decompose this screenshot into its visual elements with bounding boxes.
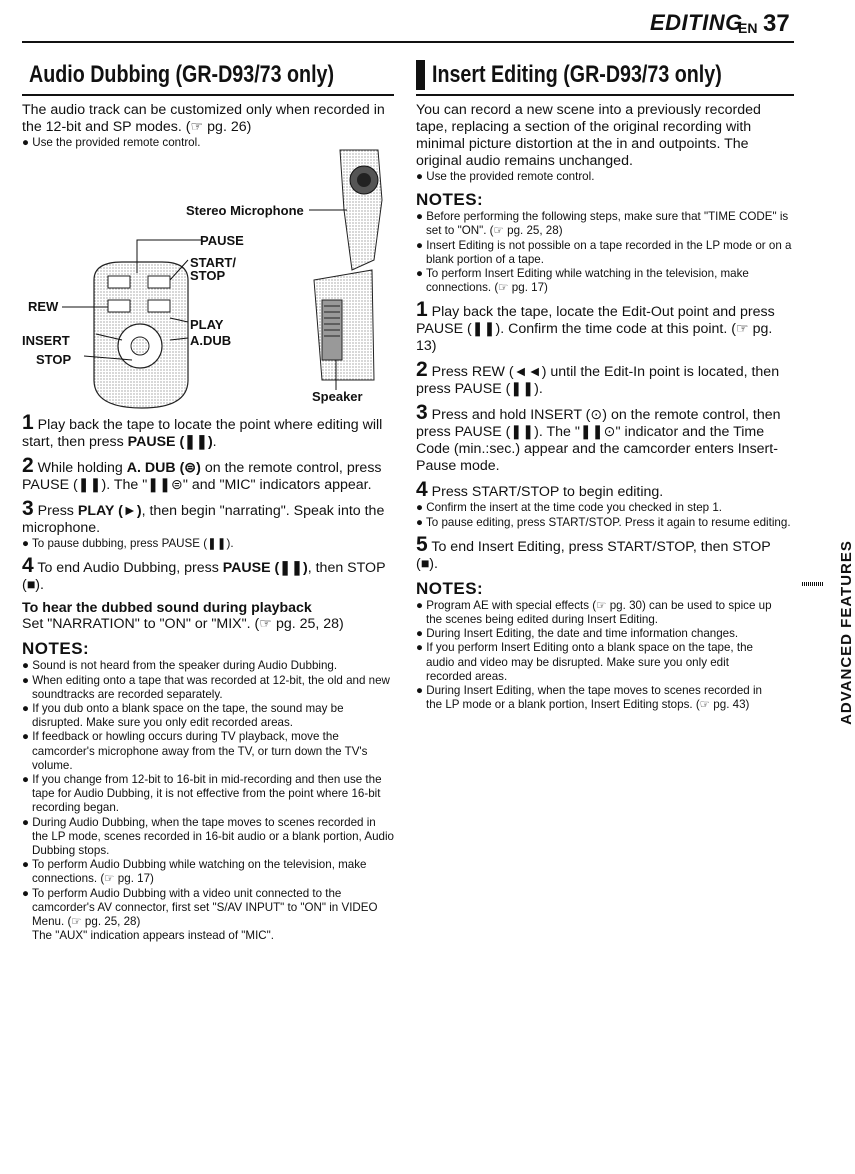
dub-note: ● To perform Audio Dubbing while watching on the television, make connections. (☞ pg. 17) <box>22 858 367 886</box>
insert-note: ● If you perform Insert Editing onto a blank space on the tape, the audio and video may be disrupted. Make sure you only edit recorded areas. <box>416 641 753 683</box>
side-tab <box>782 540 855 725</box>
remote-bullet: ● Use the provided remote control. <box>22 136 201 149</box>
dub-step-3: 3 Press PLAY (►), then begin "narrating". Speak into the microphone. <box>22 497 385 537</box>
remote-camcorder-diagram <box>22 150 394 408</box>
dub-note: ● To perform Audio Dubbing with a video unit connected to the camcorder's AV connector, first set "S/AV INPUT" to "ON" in VIDEO Menu. (☞ pg. 25, 28) The "AUX" indication appears instead of "MIC". <box>22 886 378 943</box>
insert-note: ● Program AE with special effects (☞ pg. 30) can be used to spice up the scenes being edited during Insert Editing. <box>416 598 772 627</box>
remote-bullet: ● Use the provided remote control. <box>416 170 595 183</box>
dub-note: ● During Audio Dubbing, when the tape moves to scenes recorded in the LP mode, scenes recorded in 16-bit audio or a blank portion, Audio Dubbing stops. <box>22 815 395 858</box>
insert-step-5: 5 To end Insert Editing, press START/STOP, then STOP (■). <box>416 532 771 572</box>
insert-step-4-bullet: ● Confirm the insert at the time code you checked in step 1. <box>416 501 723 515</box>
label-start-stop: START/ STOP <box>190 255 236 284</box>
insert-note: ● Insert Editing is not possible on a tape recorded in the LP mode or on a blank portion of a tape. <box>416 238 792 266</box>
page-number: 37 <box>763 10 790 37</box>
insert-step-2: 2 Press REW (◄◄) until the Edit-In point is located, then press PAUSE (❚❚). <box>416 358 780 398</box>
insert-notes-title: NOTES: <box>416 190 484 210</box>
dub-note: ● If you change from 12-bit to 16-bit in mid-recording and then use the tape for Audio Dubbing, it is not effective from the point where 16-bit recording began. <box>22 773 382 815</box>
dub-note: ● If you dub onto a blank space on the tape, the sound may be disrupted. Make sure you only edit recorded areas. <box>22 702 344 730</box>
section-title: EDITING <box>650 10 743 35</box>
insert-notes-title-2: NOTES: <box>416 578 484 598</box>
label-pause: PAUSE <box>200 233 244 249</box>
insert-note: ● To perform Insert Editing while watching in the television, make connections. (☞ pg. 17) <box>416 267 749 295</box>
label-stop: STOP <box>36 352 72 368</box>
dub-notes-title: NOTES: <box>22 639 90 659</box>
header-rule <box>22 41 794 43</box>
heading-bar <box>416 60 425 90</box>
dub-step-4: 4 To end Audio Dubbing, press PAUSE (❚❚), then STOP (■). <box>22 554 386 594</box>
insert-note: ● During Insert Editing, when the tape moves to scenes recorded in the LP mode or a blank portion, Insert Editing stops. (☞ pg. 43) <box>416 684 762 712</box>
insert-step-1: 1 Play back the tape, locate the Edit-Out point and press PAUSE (❚❚). Confirm the time code at this point. (☞ pg. 13) <box>416 298 775 355</box>
hear-dubbed-title: To hear the dubbed sound during playback <box>22 600 312 617</box>
insert-editing-intro: You can record a new scene into a previously recorded tape, replacing a section of the original recording with minimal picture distortion at the in and outpoints. The original audio remains unchanged. <box>416 102 761 169</box>
audio-dubbing-heading <box>22 58 394 96</box>
label-play: PLAY <box>190 317 224 333</box>
dub-step-2: 2 While holding A. DUB (⊜) on the remote control, press PAUSE (❚❚). The "❚❚⊜" and "MIC" indicators appear. <box>22 454 382 494</box>
insert-step-3: 3 Press and hold INSERT (⊙) on the remote control, then press PAUSE (❚❚). The "❚❚⊙" indicator and the Time Code (min.:sec.) appear and the camcorder enters Insert-Pause mode. <box>416 401 781 475</box>
dub-step-3-bullet: ● To pause dubbing, press PAUSE (❚❚). <box>22 537 234 551</box>
hear-dubbed-text: Set "NARRATION" to "ON" or "MIX". (☞ pg. 25, 28) <box>22 616 344 633</box>
label-stereo-microphone: Stereo Microphone <box>186 203 304 219</box>
label-speaker: Speaker <box>312 389 363 405</box>
language-code: EN <box>738 20 758 36</box>
insert-note: ● Before performing the following steps, make sure that "TIME CODE" is set to "ON". (☞ pg. 25, 28) <box>416 210 789 238</box>
audio-dubbing-title: Audio Dubbing (GR-D93/73 only) <box>29 61 335 88</box>
insert-editing-heading <box>416 58 794 96</box>
insert-note: ● During Insert Editing, the date and time information changes. <box>416 627 739 641</box>
dub-note: ● Sound is not heard from the speaker during Audio Dubbing. <box>22 659 338 673</box>
dub-note: ● If feedback or howling occurs during TV playback, move the camcorder's microphone away from the TV, or turn down the TV's volume. <box>22 730 368 772</box>
dub-note: ● When editing onto a tape that was recorded at 12-bit, the old and new soundtracks are recorded separately. <box>22 673 390 701</box>
insert-editing-title: Insert Editing (GR-D93/73 only) <box>432 61 722 88</box>
label-insert: INSERT <box>22 333 70 349</box>
insert-editing-section <box>416 58 794 712</box>
insert-step-4-bullet: ● To pause editing, press START/STOP. Press it again to resume editing. <box>416 515 791 529</box>
dub-step-1: 1 Play back the tape to locate the point where editing will start, then press PAUSE (❚❚). <box>22 411 383 451</box>
insert-step-4: 4 Press START/STOP to begin editing. <box>416 478 664 502</box>
label-adub: A.DUB <box>190 333 232 349</box>
audio-dubbing-section <box>22 58 394 943</box>
label-rew: REW <box>28 299 59 315</box>
side-tab-label: ADVANCED FEATURES <box>837 540 855 725</box>
audio-dubbing-intro: The audio track can be customized only when recorded in the 12-bit and SP modes. (☞ pg. 26) <box>22 102 385 135</box>
